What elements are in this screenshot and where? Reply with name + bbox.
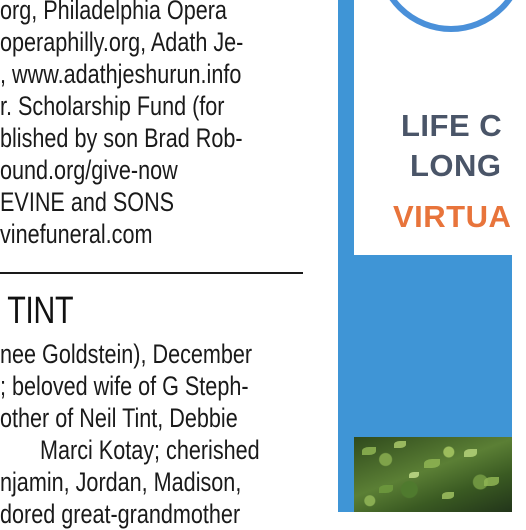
advertisement[interactable] bbox=[338, 0, 512, 512]
obituary-line: dored great-grandmother bbox=[0, 499, 241, 529]
obituary-line: ound.org/give-now bbox=[0, 155, 178, 185]
obituary-line: operaphilly.org, Adath Je- bbox=[0, 27, 244, 57]
obituary-line: nee Goldstein), December bbox=[0, 339, 253, 369]
obituary-line: ; beloved wife of G Steph- bbox=[0, 371, 249, 401]
obituary-line: blished by son Brad Rob- bbox=[0, 123, 243, 153]
obituary-line: r. Scholarship Fund (for bbox=[0, 91, 225, 121]
ad-heading-line2: LONG bbox=[410, 148, 502, 183]
obituary-line: Marci Kotay; cherished bbox=[40, 435, 260, 465]
ad-nature-photo bbox=[354, 437, 512, 512]
obituary-line: vinefuneral.com bbox=[0, 219, 153, 249]
section-divider bbox=[0, 272, 303, 274]
obituary-line: other of Neil Tint, Debbie bbox=[0, 403, 238, 433]
obituary-line: , www.adathjeshurun.info bbox=[0, 59, 242, 89]
obituary-line: org, Philadelphia Opera bbox=[0, 0, 227, 25]
obituary-line: EVINE and SONS bbox=[0, 187, 175, 217]
obituary-name-heading: TINT bbox=[7, 290, 74, 332]
ad-white-panel bbox=[354, 0, 512, 255]
ad-subheading: VIRTUA bbox=[393, 199, 512, 234]
ad-logo-circle bbox=[376, 0, 526, 32]
obituary-line: njamin, Jordan, Madison, bbox=[0, 467, 242, 497]
ad-heading-line1: LIFE C bbox=[401, 108, 503, 143]
